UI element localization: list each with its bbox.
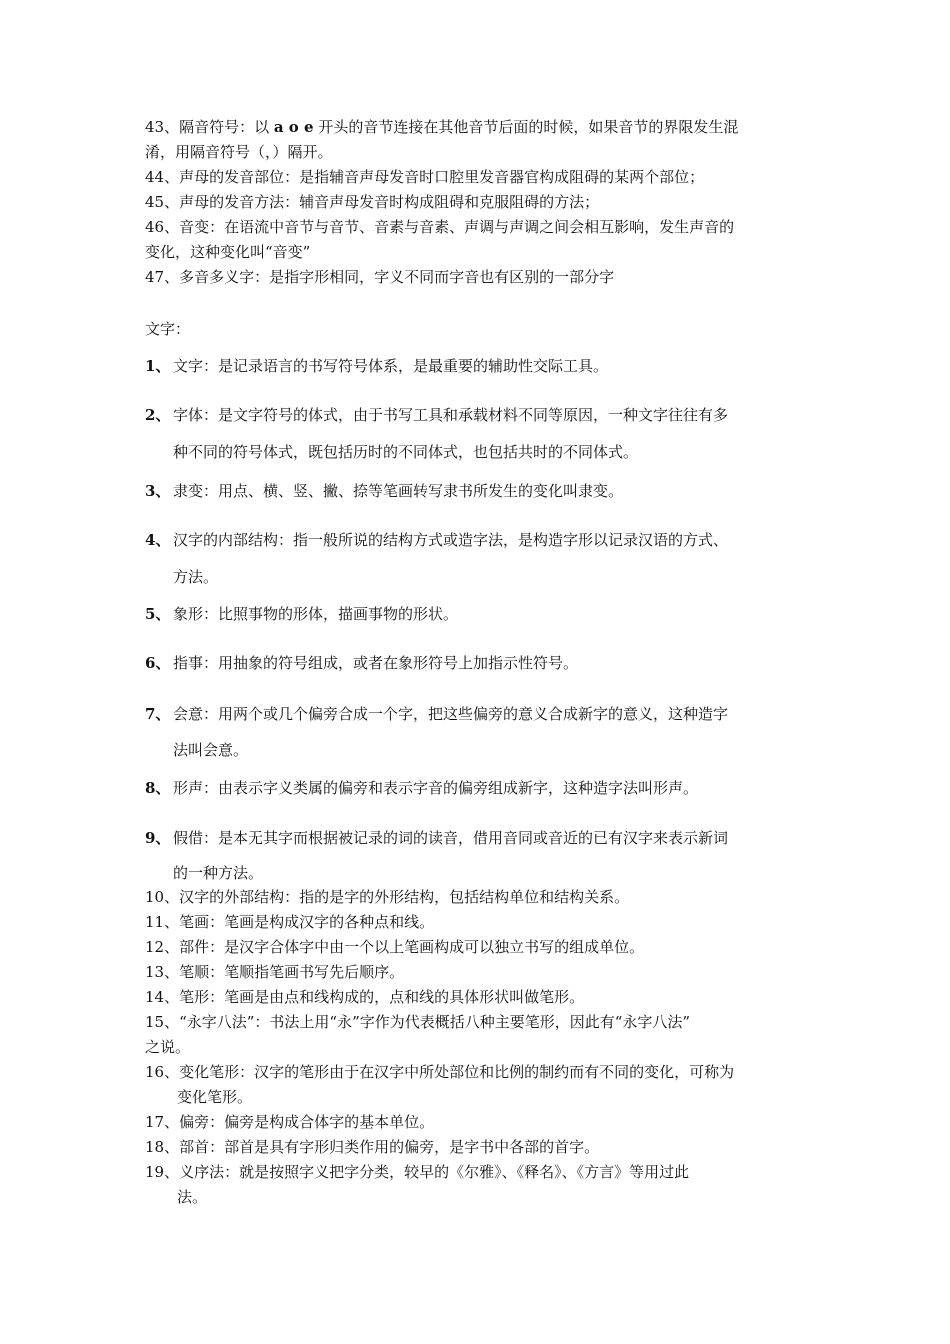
item-number: 1、 — [145, 357, 171, 375]
item-43-line-1 — [145, 115, 738, 140]
item-45: 45、声母的发音方法：辅音声母发音时构成阻碍和克服阻碍的方法； — [145, 193, 600, 211]
item-number: 4、 — [145, 531, 171, 549]
item-43-bold-aoe: a o e — [273, 118, 314, 136]
item-43-text-a: 43、隔音符号：以 — [145, 118, 274, 136]
item-15-line-1: 15、“永字八法”：书法上用“永”字作为代表概括八种主要笔形，因此有“永字八法” — [145, 1013, 691, 1031]
item-46-line-1: 46、音变：在语流中音节与音节、音素与音素、声调与声调之间会相互影响，发生声音的 — [145, 218, 735, 236]
section-title: 文字： — [145, 320, 191, 338]
item-number: 5、 — [145, 605, 171, 623]
item-18: 18、部首：部首是具有字形归类作用的偏旁，是字书中各部的首字。 — [145, 1138, 600, 1156]
numbered-item-9-cont: 的一种方法。 — [173, 864, 264, 882]
numbered-item-2-cont: 种不同的符号体式，既包括历时的不同体式，也包括共时的不同体式。 — [173, 443, 639, 461]
item-text: 汉字的内部结构：指一般所说的结构方式或造字法，是构造字形以记录汉语的方式、 — [173, 531, 729, 549]
numbered-item-5 — [145, 602, 458, 627]
numbered-item-7 — [145, 702, 728, 727]
item-text: 象形：比照事物的形体，描画事物的形状。 — [173, 605, 459, 623]
item-44: 44、声母的发音部位：是指辅音声母发音时口腔里发音器官构成阻碍的某两个部位； — [145, 168, 705, 186]
item-15-line-2: 之说。 — [145, 1038, 191, 1056]
item-13: 13、笔顺：笔顺指笔画书写先后顺序。 — [145, 963, 405, 981]
numbered-item-2 — [145, 403, 728, 428]
numbered-item-8 — [145, 776, 698, 801]
item-text: 假借：是本无其字而根据被记录的词的读音，借用音同或音近的已有汉字来表示新词 — [173, 829, 729, 847]
item-text: 文字：是记录语言的书写符号体系，是最重要的辅助性交际工具。 — [173, 357, 609, 375]
item-number: 9、 — [145, 829, 171, 847]
item-number: 7、 — [145, 705, 171, 723]
item-17: 17、偏旁：偏旁是构成合体字的基本单位。 — [145, 1113, 435, 1131]
item-19-line-2: 法。 — [177, 1188, 208, 1206]
numbered-item-4 — [145, 528, 728, 553]
item-11: 11、笔画：笔画是构成汉字的各种点和线。 — [145, 913, 435, 931]
item-text: 隶变：用点、横、竖、撇、捺等笔画转写隶书所发生的变化叫隶变。 — [173, 482, 624, 500]
item-43-text-c: 开头的音节连接在其他音节后面的时候，如果音节的界限发生混 — [313, 118, 739, 136]
item-43-line-2: 淆，用隔音符号（，）隔开。 — [145, 143, 333, 161]
item-text: 字体：是文字符号的体式，由于书写工具和承载材料不同等原因，一种文字往往有多 — [173, 406, 729, 424]
item-16-line-1: 16、变化笔形：汉字的笔形由于在汉字中所处部位和比例的制约而有不同的变化，可称为 — [145, 1063, 735, 1081]
numbered-item-6 — [145, 651, 578, 676]
item-12: 12、部件：是汉字合体字中由一个以上笔画构成可以独立书写的组成单位。 — [145, 938, 645, 956]
item-46-line-2: 变化，这种变化叫“音变” — [145, 243, 311, 261]
item-number: 2、 — [145, 406, 171, 424]
numbered-item-1 — [145, 354, 608, 379]
numbered-item-4-cont: 方法。 — [173, 568, 219, 586]
item-text: 形声：由表示字义类属的偏旁和表示字音的偏旁组成新字，这种造字法叫形声。 — [173, 779, 699, 797]
item-19-line-1: 19、义序法：就是按照字义把字分类，较早的《尔雅》、《释名》、《方言》等用过此 — [145, 1163, 690, 1181]
item-number: 6、 — [145, 654, 171, 672]
numbered-item-7-cont: 法叫会意。 — [173, 741, 249, 759]
numbered-item-3 — [145, 479, 623, 504]
item-14: 14、笔形：笔画是由点和线构成的，点和线的具体形状叫做笔形。 — [145, 988, 585, 1006]
item-number: 8、 — [145, 779, 171, 797]
item-47: 47、多音多义字：是指字形相同，字义不同而字音也有区别的一部分字 — [145, 268, 615, 286]
item-number: 3、 — [145, 482, 171, 500]
item-text: 指事：用抽象的符号组成，或者在象形符号上加指示性符号。 — [173, 654, 579, 672]
item-16-line-2: 变化笔形。 — [177, 1088, 253, 1106]
item-text: 会意：用两个或几个偏旁合成一个字，把这些偏旁的意义合成新字的意义，这种造字 — [173, 705, 729, 723]
numbered-item-9 — [145, 826, 728, 851]
item-10: 10、汉字的外部结构：指的是字的外形结构，包括结构单位和结构关系。 — [145, 888, 630, 906]
